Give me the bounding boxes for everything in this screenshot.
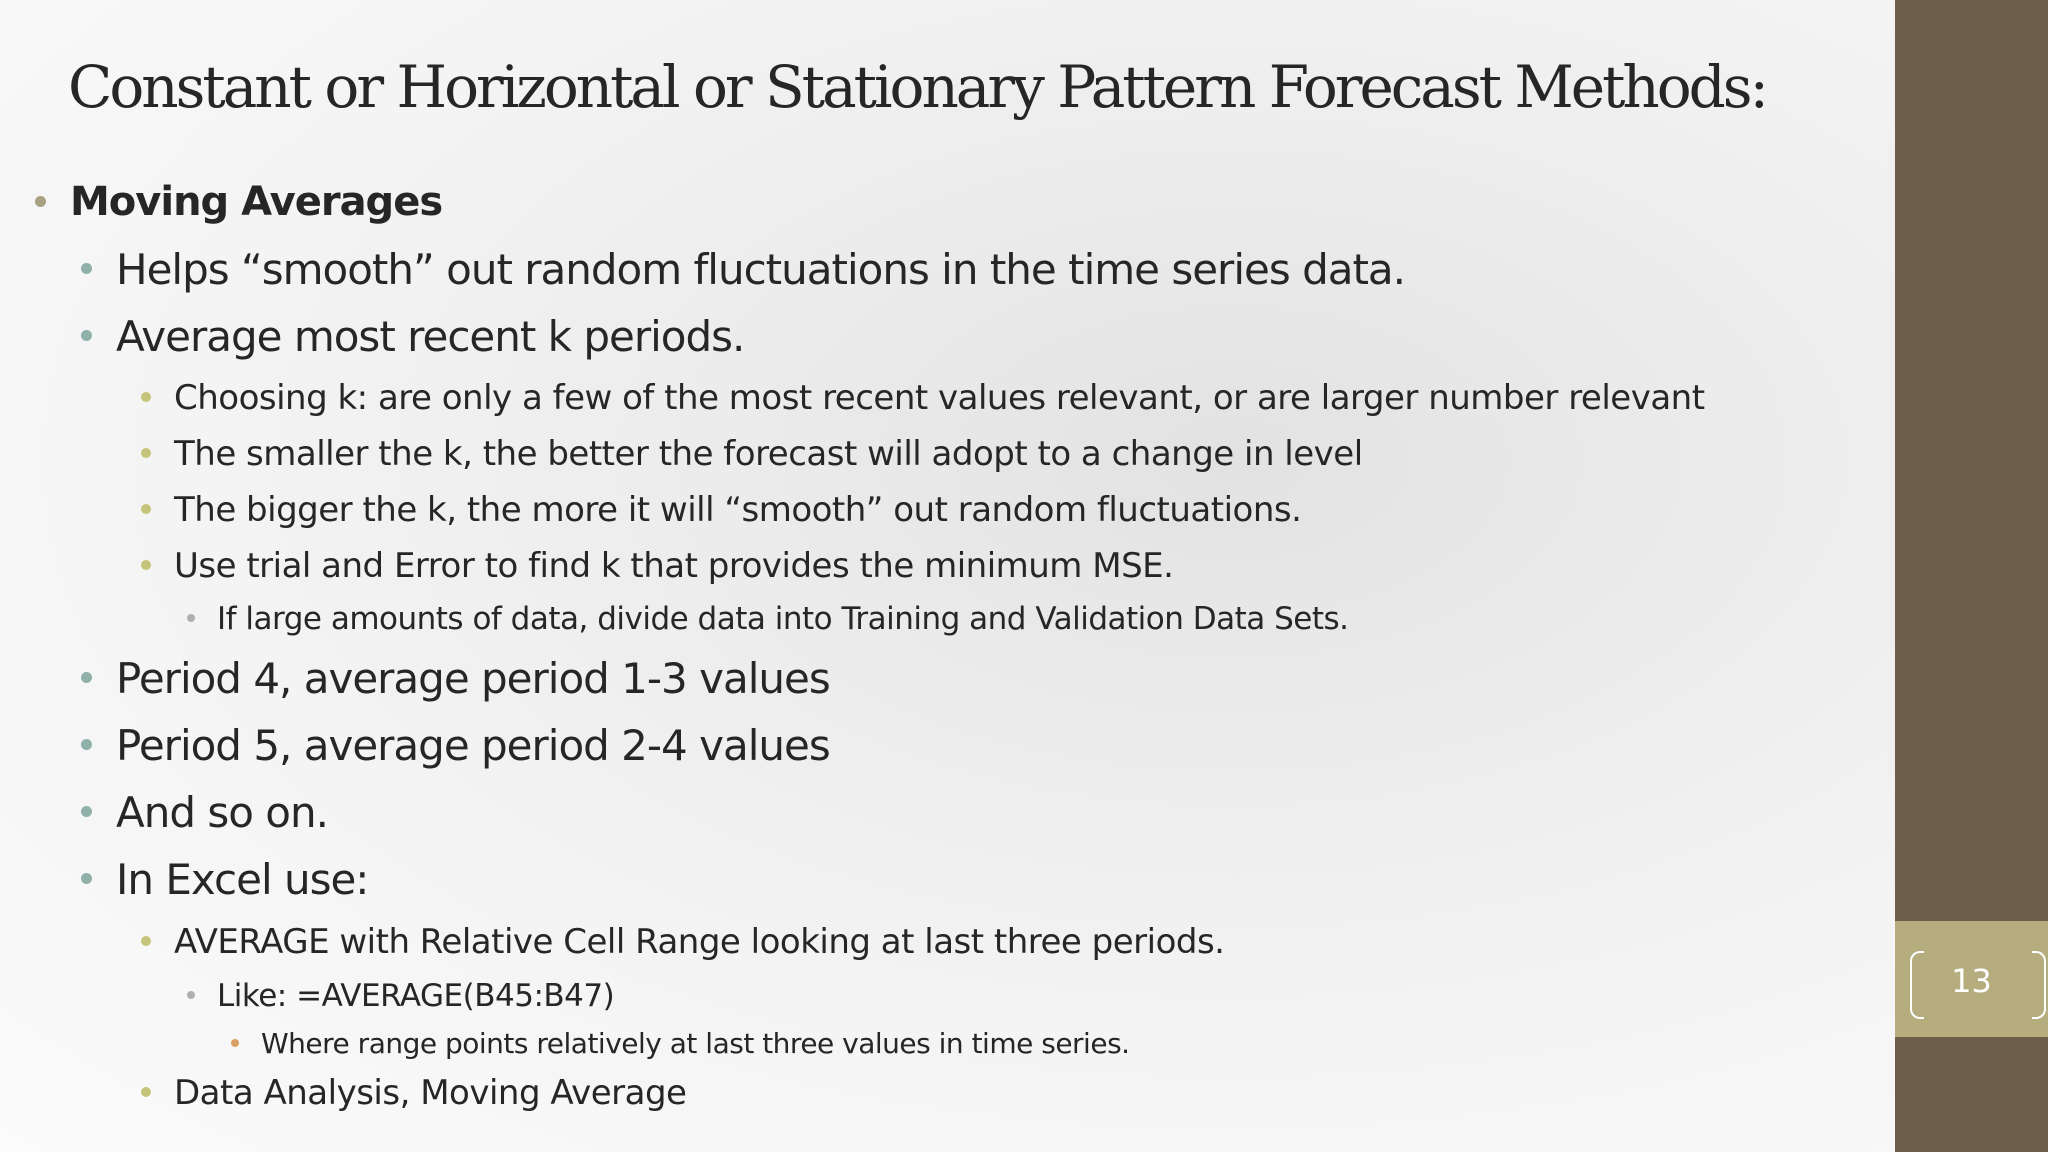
- bullet-item: [217, 978, 614, 1014]
- bullet-dot-icon: [81, 330, 92, 341]
- bullet-item: [261, 1027, 1130, 1060]
- bullet-dot-icon: [141, 936, 151, 946]
- bullet-item: [116, 788, 328, 837]
- bullet-dot-icon: [187, 614, 195, 622]
- bullet-text: The bigger the k, the more it will “smooth” out random fluctuations.: [174, 490, 1302, 530]
- right-bracket-icon: [2032, 951, 2046, 1019]
- bullet-item: [174, 434, 1363, 474]
- slide-number: 13: [1951, 962, 1992, 1000]
- bullet-dot-icon: [81, 672, 92, 683]
- bullet-dot-icon: [141, 392, 151, 402]
- bullet-text: Choosing k: are only a few of the most recent values relevant, or are larger number relevant: [174, 378, 1705, 418]
- bullet-item: [174, 922, 1224, 962]
- bullet-dot-icon: [187, 991, 195, 999]
- bullet-text: Period 4, average period 1-3 values: [116, 654, 830, 703]
- bullet-dot-icon: [81, 873, 92, 884]
- bullet-dot-icon: [81, 806, 92, 817]
- bullet-item: [174, 490, 1301, 530]
- bullet-item: [174, 546, 1173, 586]
- bullet-item: [174, 378, 1705, 418]
- bullet-item: [116, 245, 1405, 294]
- bullet-text: Average most recent k periods.: [116, 312, 745, 361]
- bullet-text: If large amounts of data, divide data into Training and Validation Data Sets.: [217, 601, 1349, 637]
- bullet-item: [116, 312, 744, 361]
- bullet-item: [217, 601, 1349, 637]
- bullet-text: Period 5, average period 2-4 values: [116, 721, 830, 770]
- bullet-text: Data Analysis, Moving Average: [174, 1073, 687, 1113]
- bullet-text: In Excel use:: [116, 855, 369, 904]
- slide-number-box: [1895, 921, 2048, 1037]
- bullet-item: [174, 1073, 686, 1113]
- bullet-item: [116, 855, 368, 904]
- bullet-text: Where range points relatively at last three values in time series.: [261, 1027, 1130, 1060]
- bullet-dot-icon: [141, 560, 151, 570]
- bullet-text: The smaller the k, the better the forecast will adopt to a change in level: [174, 434, 1363, 474]
- bullet-dot-icon: [141, 448, 151, 458]
- bullet-text: Helps “smooth” out random fluctuations in the time series data.: [116, 245, 1406, 294]
- bullet-item: [116, 721, 830, 770]
- bullet-item: [116, 654, 830, 703]
- bullet-dot-icon: [35, 196, 46, 207]
- bullet-text: Like: =AVERAGE(B45:B47): [217, 978, 615, 1014]
- bullet-dot-icon: [141, 504, 151, 514]
- bullet-text: Moving Averages: [70, 179, 443, 225]
- bullet-item: [70, 179, 442, 225]
- bullet-text: And so on.: [116, 788, 328, 837]
- bullet-dot-icon: [141, 1087, 151, 1097]
- bullet-dot-icon: [231, 1039, 239, 1047]
- bullet-text: Use trial and Error to find k that provides the minimum MSE.: [174, 546, 1174, 586]
- bullet-text: AVERAGE with Relative Cell Range looking at last three periods.: [174, 922, 1225, 962]
- bullet-dot-icon: [81, 739, 92, 750]
- slide-title: Constant or Horizontal or Stationary Pattern Forecast Methods:: [68, 53, 1767, 121]
- bullet-dot-icon: [81, 263, 92, 274]
